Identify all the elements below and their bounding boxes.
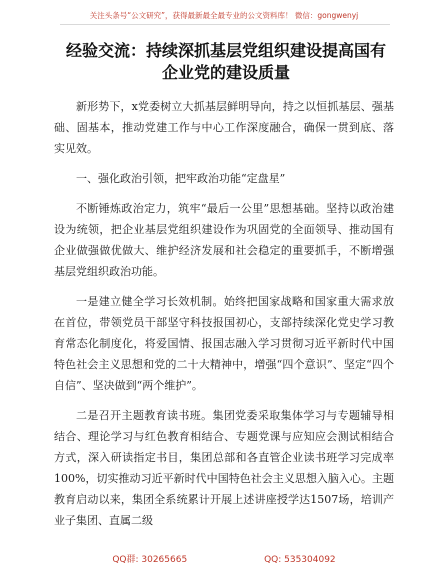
footer-qq-number: QQ: 535304092 xyxy=(264,555,336,565)
document-title xyxy=(56,40,396,84)
header-promo-banner: 关注头条号“公文研究”，获得最新最全最专业的公文资料库！ 微信：gongwenyj xyxy=(89,11,359,20)
document-title-line-2: 企业党的建设质量 xyxy=(161,63,290,82)
document-body xyxy=(54,96,394,540)
paragraph-political-focus: 不断锤炼政治定力，筑牢“最后一公里”思想基础。坚持以政治建设为统领，把企业基层党组织建设作为巩固党的全面领导、推动国有企业做强做优做大、维护经济发展和社会稳定的重要抓手，不断增强基层党组织政治功能。 xyxy=(54,202,394,278)
document-title-line-1: 经验交流：持续深抓基层党组织建设提高国有 xyxy=(65,41,386,60)
section-heading-1: 一、强化政治引领，把牢政治功能“定盘星” xyxy=(76,172,286,185)
header-divider xyxy=(60,24,390,25)
paragraph-learning-mechanism: 一是建立健全学习长效机制。始终把国家战略和国家重大需求放在首位，带领党员干部坚守科技报国初心，支部持续深化党史学习教育常态化制度化，将爱国情、报国志融入学习贯彻习近平新时代中国特色社会主义思想和党的二十大精神中，增强“四个意识”、坚定“四个自信”、坚决做到“两个维护”。 xyxy=(54,295,394,392)
paragraph-intro: 新形势下，x党委树立大抓基层鲜明导向，持之以恒抓基层、强基础、固基本，推动党建工作与中心工作深度融合，确保一贯到底、落实见效。 xyxy=(54,100,394,155)
footer-qq-group: QQ群: 30265665 xyxy=(112,555,188,565)
footer-contacts xyxy=(0,552,448,565)
paragraph-reading-class: 二是召开主题教育读书班。集团党委采取集体学习与专题辅导相结合、理论学习与红色教育相结合、专题党课与应知应会测试相结合方式，深入研读指定书目，集团总部和各直管企业读书班学习完成率100%，切实推动习近平新时代中国特色社会主义思想入脑入心。主题教育启动以来，集团全系统累计开展上述讲座授学达1507场，培训产业子集团、直属二级 xyxy=(54,409,394,527)
